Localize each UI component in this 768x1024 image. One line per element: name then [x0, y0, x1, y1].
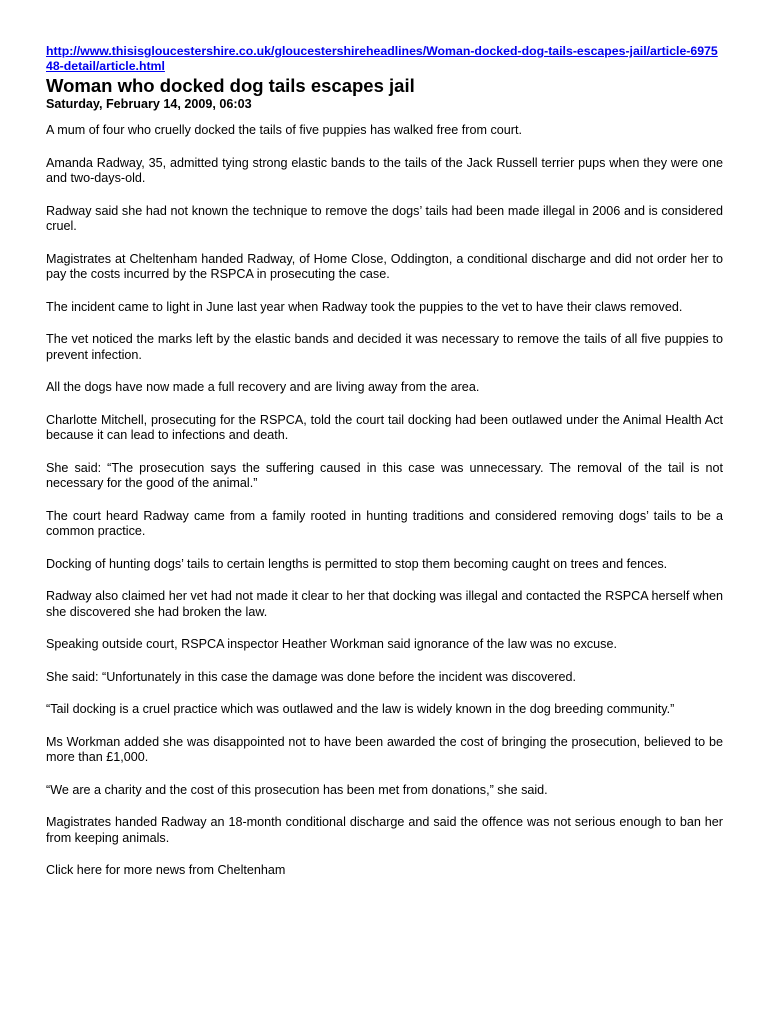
article-paragraph: The court heard Radway came from a family rooted in hunting traditions and considered removing dogs’ tails to be a common practice. [46, 508, 723, 538]
article-headline: Woman who docked dog tails escapes jail [46, 75, 415, 96]
article-page [46, 44, 723, 896]
article-paragraph: Amanda Radway, 35, admitted tying strong elastic bands to the tails of the Jack Russell terrier pups when they were one and two-days-old. [46, 155, 723, 185]
article-paragraph: Magistrates handed Radway an 18-month conditional discharge and said the offence was not serious enough to ban her from keeping animals. [46, 815, 723, 845]
source-url-link[interactable]: http://www.thisisgloucestershire.co.uk/gloucestershireheadlines/Woman-docked-dog-tails-escapes-jail/article-697548-detail/article.html [46, 44, 718, 73]
article-paragraph: Speaking outside court, RSPCA inspector Heather Workman said ignorance of the law was no excuse. [46, 637, 617, 651]
article-paragraph: Ms Workman added she was disappointed not to have been awarded the cost of bringing the prosecution, believed to be more than £1,000. [46, 734, 723, 764]
more-news-link[interactable]: Click here for more news from Cheltenham [46, 863, 286, 877]
article-paragraph: Magistrates at Cheltenham handed Radway, of Home Close, Oddington, a conditional discharge and did not order her to pay the costs incurred by the RSPCA in prosecuting the case. [46, 251, 723, 281]
article-paragraph: “Tail docking is a cruel practice which was outlawed and the law is widely known in the dog breeding community.” [46, 702, 675, 716]
article-paragraph: The vet noticed the marks left by the elastic bands and decided it was necessary to remove the tails of all five puppies to prevent infection. [46, 332, 723, 362]
article-paragraph: The incident came to light in June last year when Radway took the puppies to the vet to have their claws removed. [46, 299, 683, 314]
article-paragraph: Charlotte Mitchell, prosecuting for the RSPCA, told the court tail docking had been outlawed under the Animal Health Act because it can lead to infections and death. [46, 412, 723, 442]
article-body [46, 123, 723, 879]
article-paragraph: “We are a charity and the cost of this prosecution has been met from donations,” she said. [46, 782, 548, 797]
article-paragraph: Radway said she had not known the technique to remove the dogs’ tails had been made illegal in 2006 and is considered cruel. [46, 203, 723, 233]
article-paragraph: Radway also claimed her vet had not made it clear to her that docking was illegal and contacted the RSPCA herself when she discovered she had broken the law. [46, 589, 723, 619]
article-paragraph: She said: “Unfortunately in this case the damage was done before the incident was discovered. [46, 669, 576, 684]
article-dateline: Saturday, February 14, 2009, 06:03 [46, 97, 252, 111]
article-paragraph: A mum of four who cruelly docked the tails of five puppies has walked free from court. [46, 123, 522, 137]
article-paragraph: All the dogs have now made a full recovery and are living away from the area. [46, 380, 480, 394]
article-paragraph: She said: “The prosecution says the suffering caused in this case was unnecessary. The removal of the tail is not necessary for the good of the animal.” [46, 460, 723, 490]
article-paragraph: Docking of hunting dogs’ tails to certain lengths is permitted to stop them becoming caught on trees and fences. [46, 556, 668, 571]
